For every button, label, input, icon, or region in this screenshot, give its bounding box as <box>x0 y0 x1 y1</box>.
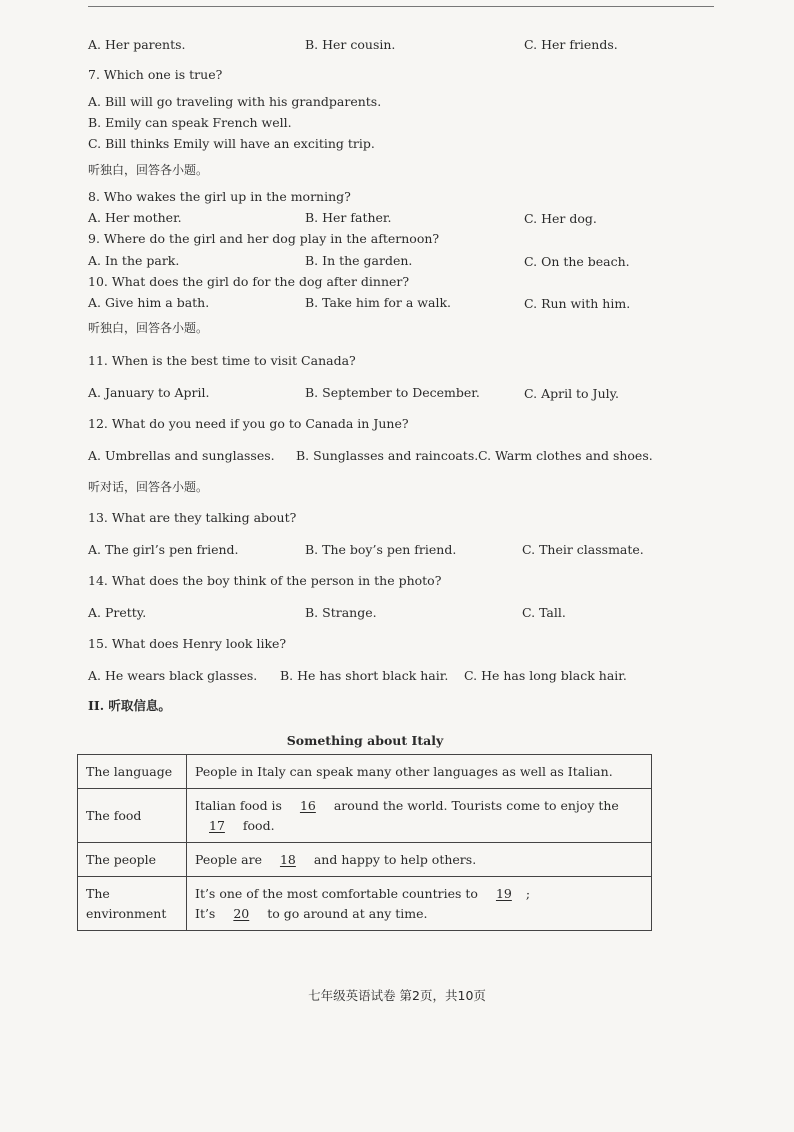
section-instruction: 听独白，回答各小题。 <box>88 321 209 335</box>
row-label: The food <box>78 789 187 843</box>
q13-option-a: A. The girl’s pen friend. <box>88 542 239 557</box>
table-caption: Something about Italy <box>286 733 444 748</box>
row-content <box>187 877 652 931</box>
q14-option-b: B. Strange. <box>305 605 377 620</box>
row-label: The environment <box>78 877 187 931</box>
q12-option-b: B. Sunglasses and raincoats. <box>296 448 479 463</box>
q9-option-a: A. In the park. <box>88 253 180 268</box>
section-heading: II. 听取信息。 <box>88 698 171 713</box>
q6-option-c: C. Her friends. <box>524 37 618 52</box>
blank-20: 20 <box>233 905 250 921</box>
top-rule <box>88 6 714 7</box>
q6-option-b: B. Her cousin. <box>305 37 396 52</box>
row-text: People in Italy can speak many other languages as well as Italian. <box>195 763 613 779</box>
q8-option-a: A. Her mother. <box>88 210 182 225</box>
table-row <box>78 877 652 931</box>
q10-option-b: B. Take him for a walk. <box>305 295 451 310</box>
row-text: and happy to help others. <box>313 851 477 867</box>
q6-option-a: A. Her parents. <box>88 37 186 52</box>
q7-option-c: C. Bill thinks Emily will have an exciting trip. <box>88 136 375 151</box>
q8-question: 8. Who wakes the girl up in the morning? <box>88 189 351 204</box>
q14-option-c: C. Tall. <box>522 605 566 620</box>
info-table <box>77 754 652 931</box>
q9-option-c: C. On the beach. <box>524 254 630 269</box>
q12-question: 12. What do you need if you go to Canada in June? <box>88 416 409 431</box>
row-text: ; <box>525 885 531 901</box>
q11-option-b: B. September to December. <box>305 385 480 400</box>
blank-17: 17 <box>209 817 225 833</box>
q12-option-c: C. Warm clothes and shoes. <box>478 448 653 463</box>
q10-question: 10. What does the girl do for the dog after dinner? <box>88 274 410 289</box>
q10-option-a: A. Give him a bath. <box>88 295 210 310</box>
q14-option-a: A. Pretty. <box>88 605 147 620</box>
q7-option-a: A. Bill will go traveling with his grandparents. <box>88 94 382 109</box>
q9-question: 9. Where do the girl and her dog play in the afternoon? <box>88 231 440 246</box>
blank-16: 16 <box>299 797 316 813</box>
row-text: It’s <box>195 905 216 921</box>
q10-option-c: C. Run with him. <box>524 296 631 311</box>
row-text: to go around at any time. <box>267 905 428 921</box>
section-instruction: 听对话，回答各小题。 <box>88 480 209 494</box>
q8-option-b: B. Her father. <box>305 210 392 225</box>
q13-option-c: C. Their classmate. <box>522 542 644 557</box>
blank-18: 18 <box>279 851 296 867</box>
q15-option-a: A. He wears black glasses. <box>88 668 258 683</box>
q11-option-c: C. April to July. <box>524 386 619 401</box>
q9-option-b: B. In the garden. <box>305 253 413 268</box>
row-label: The people <box>78 843 187 877</box>
q14-question: 14. What does the boy think of the person in the photo? <box>88 573 442 588</box>
row-content <box>187 789 652 843</box>
row-text: It’s one of the most comfortable countries to <box>195 885 478 901</box>
row-content <box>187 843 652 877</box>
blank-19: 19 <box>495 885 512 901</box>
row-label: The language <box>78 755 187 789</box>
row-text: People are <box>195 851 262 867</box>
row-text: Italian food is <box>195 797 282 813</box>
table-row <box>78 843 652 877</box>
q15-question: 15. What does Henry look like? <box>88 636 287 651</box>
q13-option-b: B. The boy’s pen friend. <box>305 542 457 557</box>
q15-option-b: B. He has short black hair. <box>280 668 449 683</box>
q15-option-c: C. He has long black hair. <box>464 668 627 683</box>
row-content <box>187 755 652 789</box>
q7-option-b: B. Emily can speak French well. <box>88 115 292 130</box>
q12-option-a: A. Umbrellas and sunglasses. <box>88 448 275 463</box>
q11-question: 11. When is the best time to visit Canada? <box>88 353 356 368</box>
row-text: food. <box>242 817 275 833</box>
q8-option-c: C. Her dog. <box>524 211 597 226</box>
section-instruction: 听独白，回答各小题。 <box>88 163 209 177</box>
row-text: around the world. Tourists come to enjoy the <box>333 797 619 813</box>
table-row <box>78 755 652 789</box>
q13-question: 13. What are they talking about? <box>88 510 297 525</box>
q11-option-a: A. January to April. <box>88 385 210 400</box>
page-footer: 七年级英语试卷 第2页，共10页 <box>308 988 486 1003</box>
q7-question: 7. Which one is true? <box>88 67 223 82</box>
table-row <box>78 789 652 843</box>
